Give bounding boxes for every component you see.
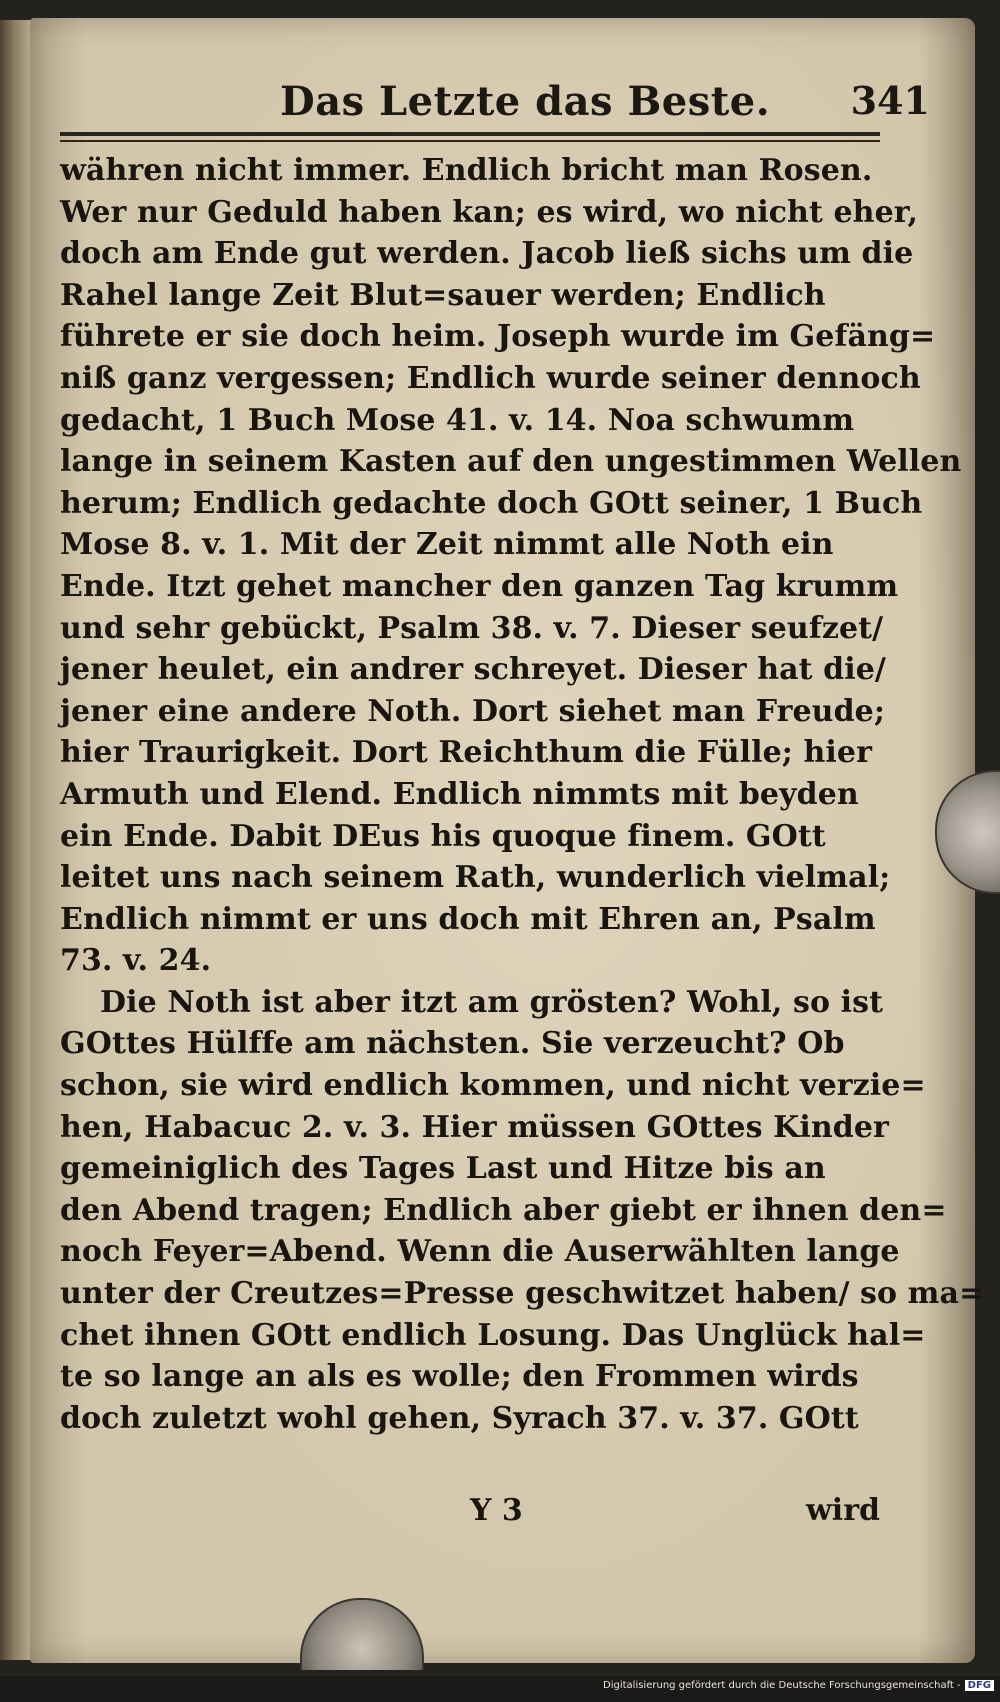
digitization-credit: [603, 1680, 994, 1691]
text-line: ein Ende. Dabit DEus his quoque finem. GOtt: [60, 818, 826, 854]
text-line: schon, sie wird endlich kommen, und nicht verzie=: [60, 1068, 926, 1104]
text-line: noch Feyer=Abend. Wenn die Auserwählten lange: [60, 1234, 900, 1270]
text-line: jener eine andere Noth. Dort siehet man Freude;: [60, 693, 886, 729]
credit-text: Digitalisierung gefördert durch die Deutsche Forschungsgemeinschaft -: [603, 1680, 961, 1691]
text-line: währen nicht immer. Endlich bricht man Rosen.: [60, 153, 873, 188]
running-head-title: Das Letzte das Beste.: [280, 78, 771, 125]
text-line: herum; Endlich gedachte doch GOtt seiner, 1 Buch: [60, 485, 923, 521]
text-line: gedacht, 1 Buch Mose 41. v. 14. Noa schwumm: [60, 402, 855, 438]
body-text: [60, 150, 985, 1439]
text-line: Wer nur Geduld haben kan; es wird, wo nicht eher,: [60, 194, 919, 230]
text-line: unter der Creutzes=Presse geschwitzet haben/ so ma=: [60, 1276, 985, 1312]
text-line: den Abend tragen; Endlich aber giebt er ihnen den=: [60, 1192, 947, 1228]
text-line: jener heulet, ein andrer schreyet. Dieser hat die/: [60, 652, 886, 688]
text-line: doch am Ende gut werden. Jacob ließ sichs um die: [60, 236, 914, 272]
text-line: Ende. Itzt gehet mancher den ganzen Tag krumm: [60, 568, 899, 604]
text-line: niß ganz vergessen; Endlich wurde seiner dennoch: [60, 360, 921, 396]
text-line: chet ihnen GOtt endlich Losung. Das Unglück hal=: [60, 1317, 926, 1353]
text-line: hier Traurigkeit. Dort Reichthum die Fülle; hier: [60, 735, 873, 771]
text-line: führete er sie doch heim. Joseph wurde im Gefäng=: [60, 319, 936, 355]
signature-mark: Y 3: [470, 1493, 523, 1528]
text-line: Mose 8. v. 1. Mit der Zeit nimmt alle Noth ein: [60, 527, 834, 563]
text-line: Die Noth ist aber itzt am grösten? Wohl, so ist: [100, 984, 884, 1020]
catchword: wird: [805, 1493, 880, 1528]
text-line: te so lange an als es wolle; den Frommen wirds: [60, 1359, 859, 1395]
running-head: [60, 78, 940, 128]
text-line: Rahel lange Zeit Blut=sauer werden; Endlich: [60, 277, 826, 313]
dfg-logo: DFG: [965, 1680, 994, 1691]
text-line: 73. v. 24.: [60, 943, 212, 979]
page-number: 341: [850, 78, 930, 123]
text-line: hen, Habacuc 2. v. 3. Hier müssen GOttes Kinder: [60, 1109, 889, 1145]
text-line: lange in seinem Kasten auf den ungestimmen Wellen: [60, 444, 962, 480]
header-rule: [60, 132, 880, 136]
book-spine-edge: [0, 20, 32, 1660]
text-line: GOttes Hülffe am nächsten. Sie verzeucht? Ob: [60, 1026, 845, 1062]
text-line: Armuth und Elend. Endlich nimmts mit beyden: [60, 776, 859, 812]
text-line: Endlich nimmt er uns doch mit Ehren an, Psalm: [60, 901, 876, 937]
text-line: leitet uns nach seinem Rath, wunderlich vielmal;: [60, 860, 891, 896]
header-rule-thin: [60, 140, 880, 142]
text-line: gemeiniglich des Tages Last und Hitze bis an: [60, 1151, 826, 1187]
page-footer-line: [60, 1490, 880, 1532]
text-line: und sehr gebückt, Psalm 38. v. 7. Dieser seufzet/: [60, 610, 884, 646]
text-line: doch zuletzt wohl gehen, Syrach 37. v. 37. GOtt: [60, 1400, 859, 1436]
